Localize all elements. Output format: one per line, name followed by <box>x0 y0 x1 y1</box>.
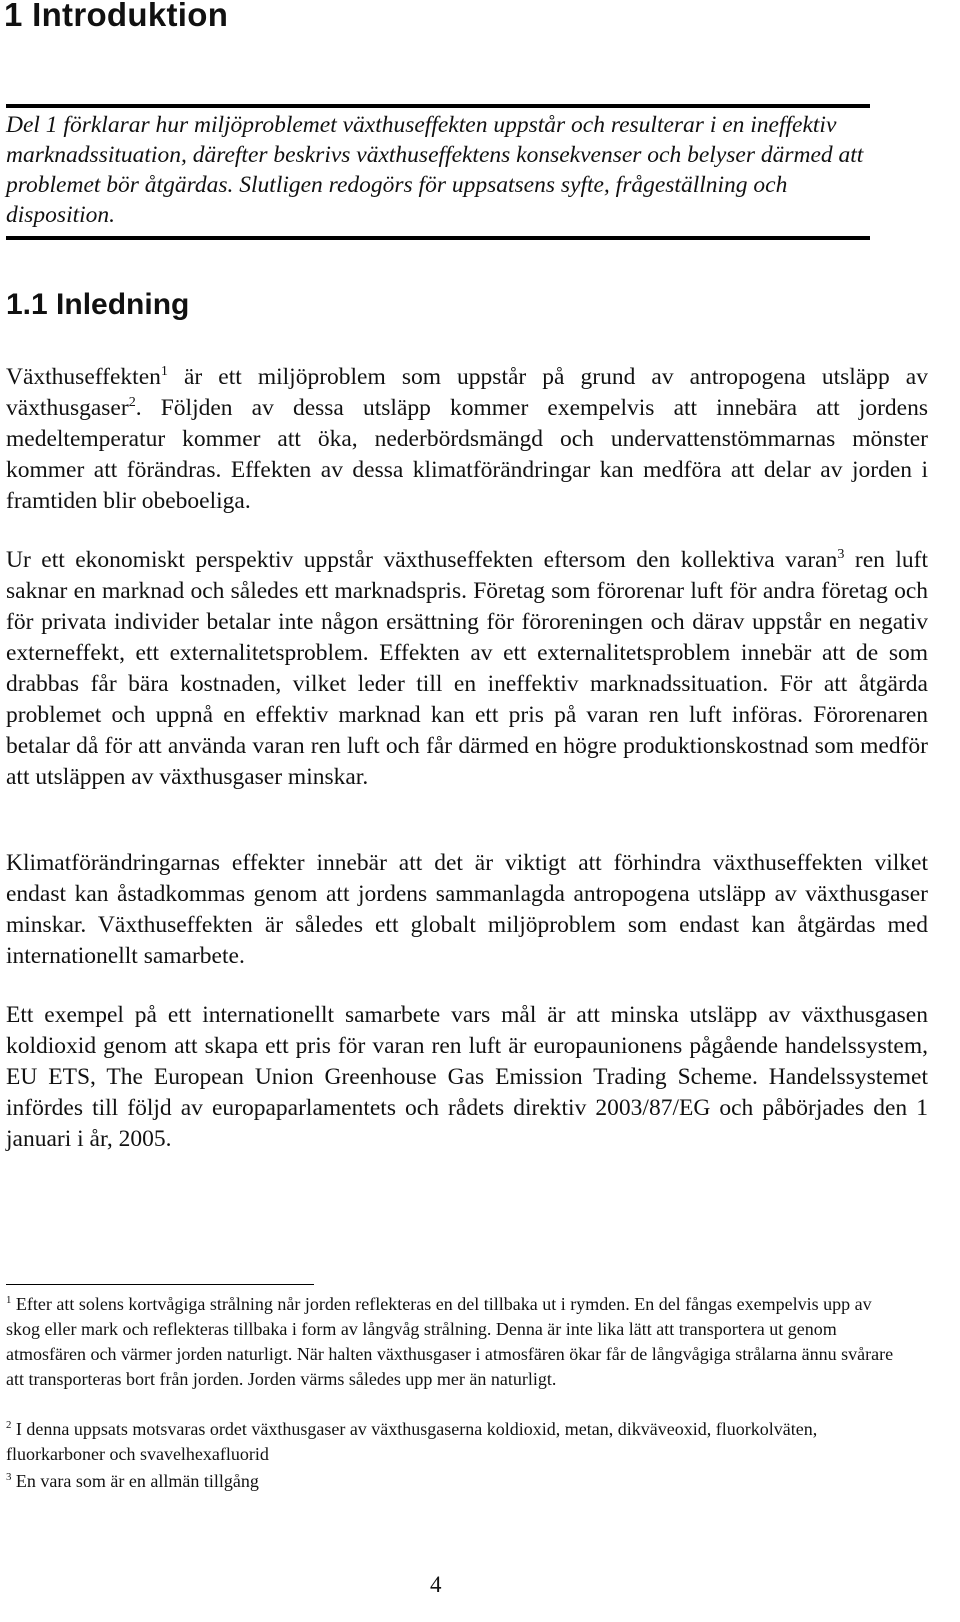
paragraph-3: Klimatförändringarnas effekter innebär att det är viktigt att förhindra växthuseffekten vilket endast kan åstadkommas genom att jordens sammanlagda antropogena utsläpp av växthusgaser minskar. Växthuseffekten är således ett globalt miljöproblem som endast kan åtgärdas med internationellt samarbete. <box>6 850 928 969</box>
chapter-heading: 1 Introduktion <box>4 0 229 33</box>
abstract-bottom-rule <box>6 236 870 240</box>
footnote-ref-2: 2 <box>128 394 136 411</box>
paragraph-1 <box>6 362 928 517</box>
footnote-number: 3 <box>6 1471 12 1483</box>
footnote-text: I denna uppsats motsvaras ordet växthusgaser av växthusgaserna koldioxid, metan, dikväveoxid, fluorkolväten, fluorkarboner och svavelhexafluorid <box>6 1419 818 1464</box>
chapter-abstract: Del 1 förklarar hur miljöproblemet växthuseffekten uppstår och resulterar i en ineffektiv marknadssituation, därefter beskrivs växthuseffektens konsekvenser och belyser därmed att problemet bör åtgärdas. Slutligen redogörs för uppsatsens syfte, frågeställning och disposition. <box>6 112 864 228</box>
page-number: 4 <box>430 1572 442 1597</box>
paragraph-4: Ett exempel på ett internationellt samarbete vars mål är att minska utsläpp av växthusgasen koldioxid genom att skapa ett pris för varan ren luft är europaunionens pågående handelssystem, EU ETS, The European Union Greenhouse Gas Emission Trading Scheme. Handelssystemet infördes till följd av europaparlamentets och rådets direktiv 2003/87/EG och påbörjades den 1 januari i år, 2005. <box>6 1002 928 1152</box>
abstract-top-rule <box>6 104 870 108</box>
footnote-ref-1: 1 <box>160 363 168 380</box>
paragraph-text: Ur ett ekonomiskt perspektiv uppstår växthuseffekten eftersom den kollektiva varan <box>6 547 838 573</box>
paragraph-text: ren luft saknar en marknad och således ett marknadspris. Företag som förorenar luft för andra företag och för privata individer betalar inte någon ersättning för föroreningen och därav uppstår en negativ externeffekt, ett externalitetsproblem. Effekten av ett externalitetsproblem innebär att de som drabbas får bära kostnaden, vilket leder till en ineffektiv marknadssituation. För att åtgärda problemet och uppnå en effektiv marknad kan ett pris på varan ren luft införas. Förorenaren betalar då för att använda varan ren luft och får därmed en högre produktionskostnad som medför att utsläppen av växthusgaser minskar. <box>6 547 928 790</box>
footnote-number: 1 <box>6 1294 12 1306</box>
footnote-separator <box>6 1284 314 1285</box>
paragraph-text: Växthuseffekten <box>6 364 161 390</box>
footnote-3 <box>6 1469 906 1494</box>
paragraph-text: är ett miljöproblem som uppstår på grund av antropogena utsläpp av växthusgaser <box>6 364 928 421</box>
paragraph-text: . Följden av dessa utsläpp kommer exempelvis att innebära att jordens medeltemperatur kommer att öka, nederbördsmängd och undervattenstömmarnas mönster kommer att förändras. Effekten av dessa klimatförändringar kan medföra att delar av jorden i framtiden blir obeboeliga. <box>6 395 928 514</box>
footnote-ref-3: 3 <box>837 546 845 563</box>
footnote-number: 2 <box>6 1419 12 1431</box>
footnote-text: Efter att solens kortvågiga strålning når jorden reflekteras en del tillbaka ut i rymden. En del fångas exempelvis upp av skog eller mark och reflekteras tillbaka i form av långvåg strålning. Denna är inte lika lätt att transportera ut genom atmosfären och värmer jorden naturligt. När halten växthusgaser i atmosfären ökar får de långvågiga strålarna ännu svårare att transporteras bort från jorden. Jorden värms således upp mer än naturligt. <box>6 1294 894 1389</box>
footnote-2 <box>6 1417 906 1467</box>
footnote-1 <box>6 1292 906 1392</box>
paragraph-2 <box>6 545 928 793</box>
section-heading: 1.1 Inledning <box>6 288 190 321</box>
footnote-text: En vara som är en allmän tillgång <box>11 1471 259 1491</box>
